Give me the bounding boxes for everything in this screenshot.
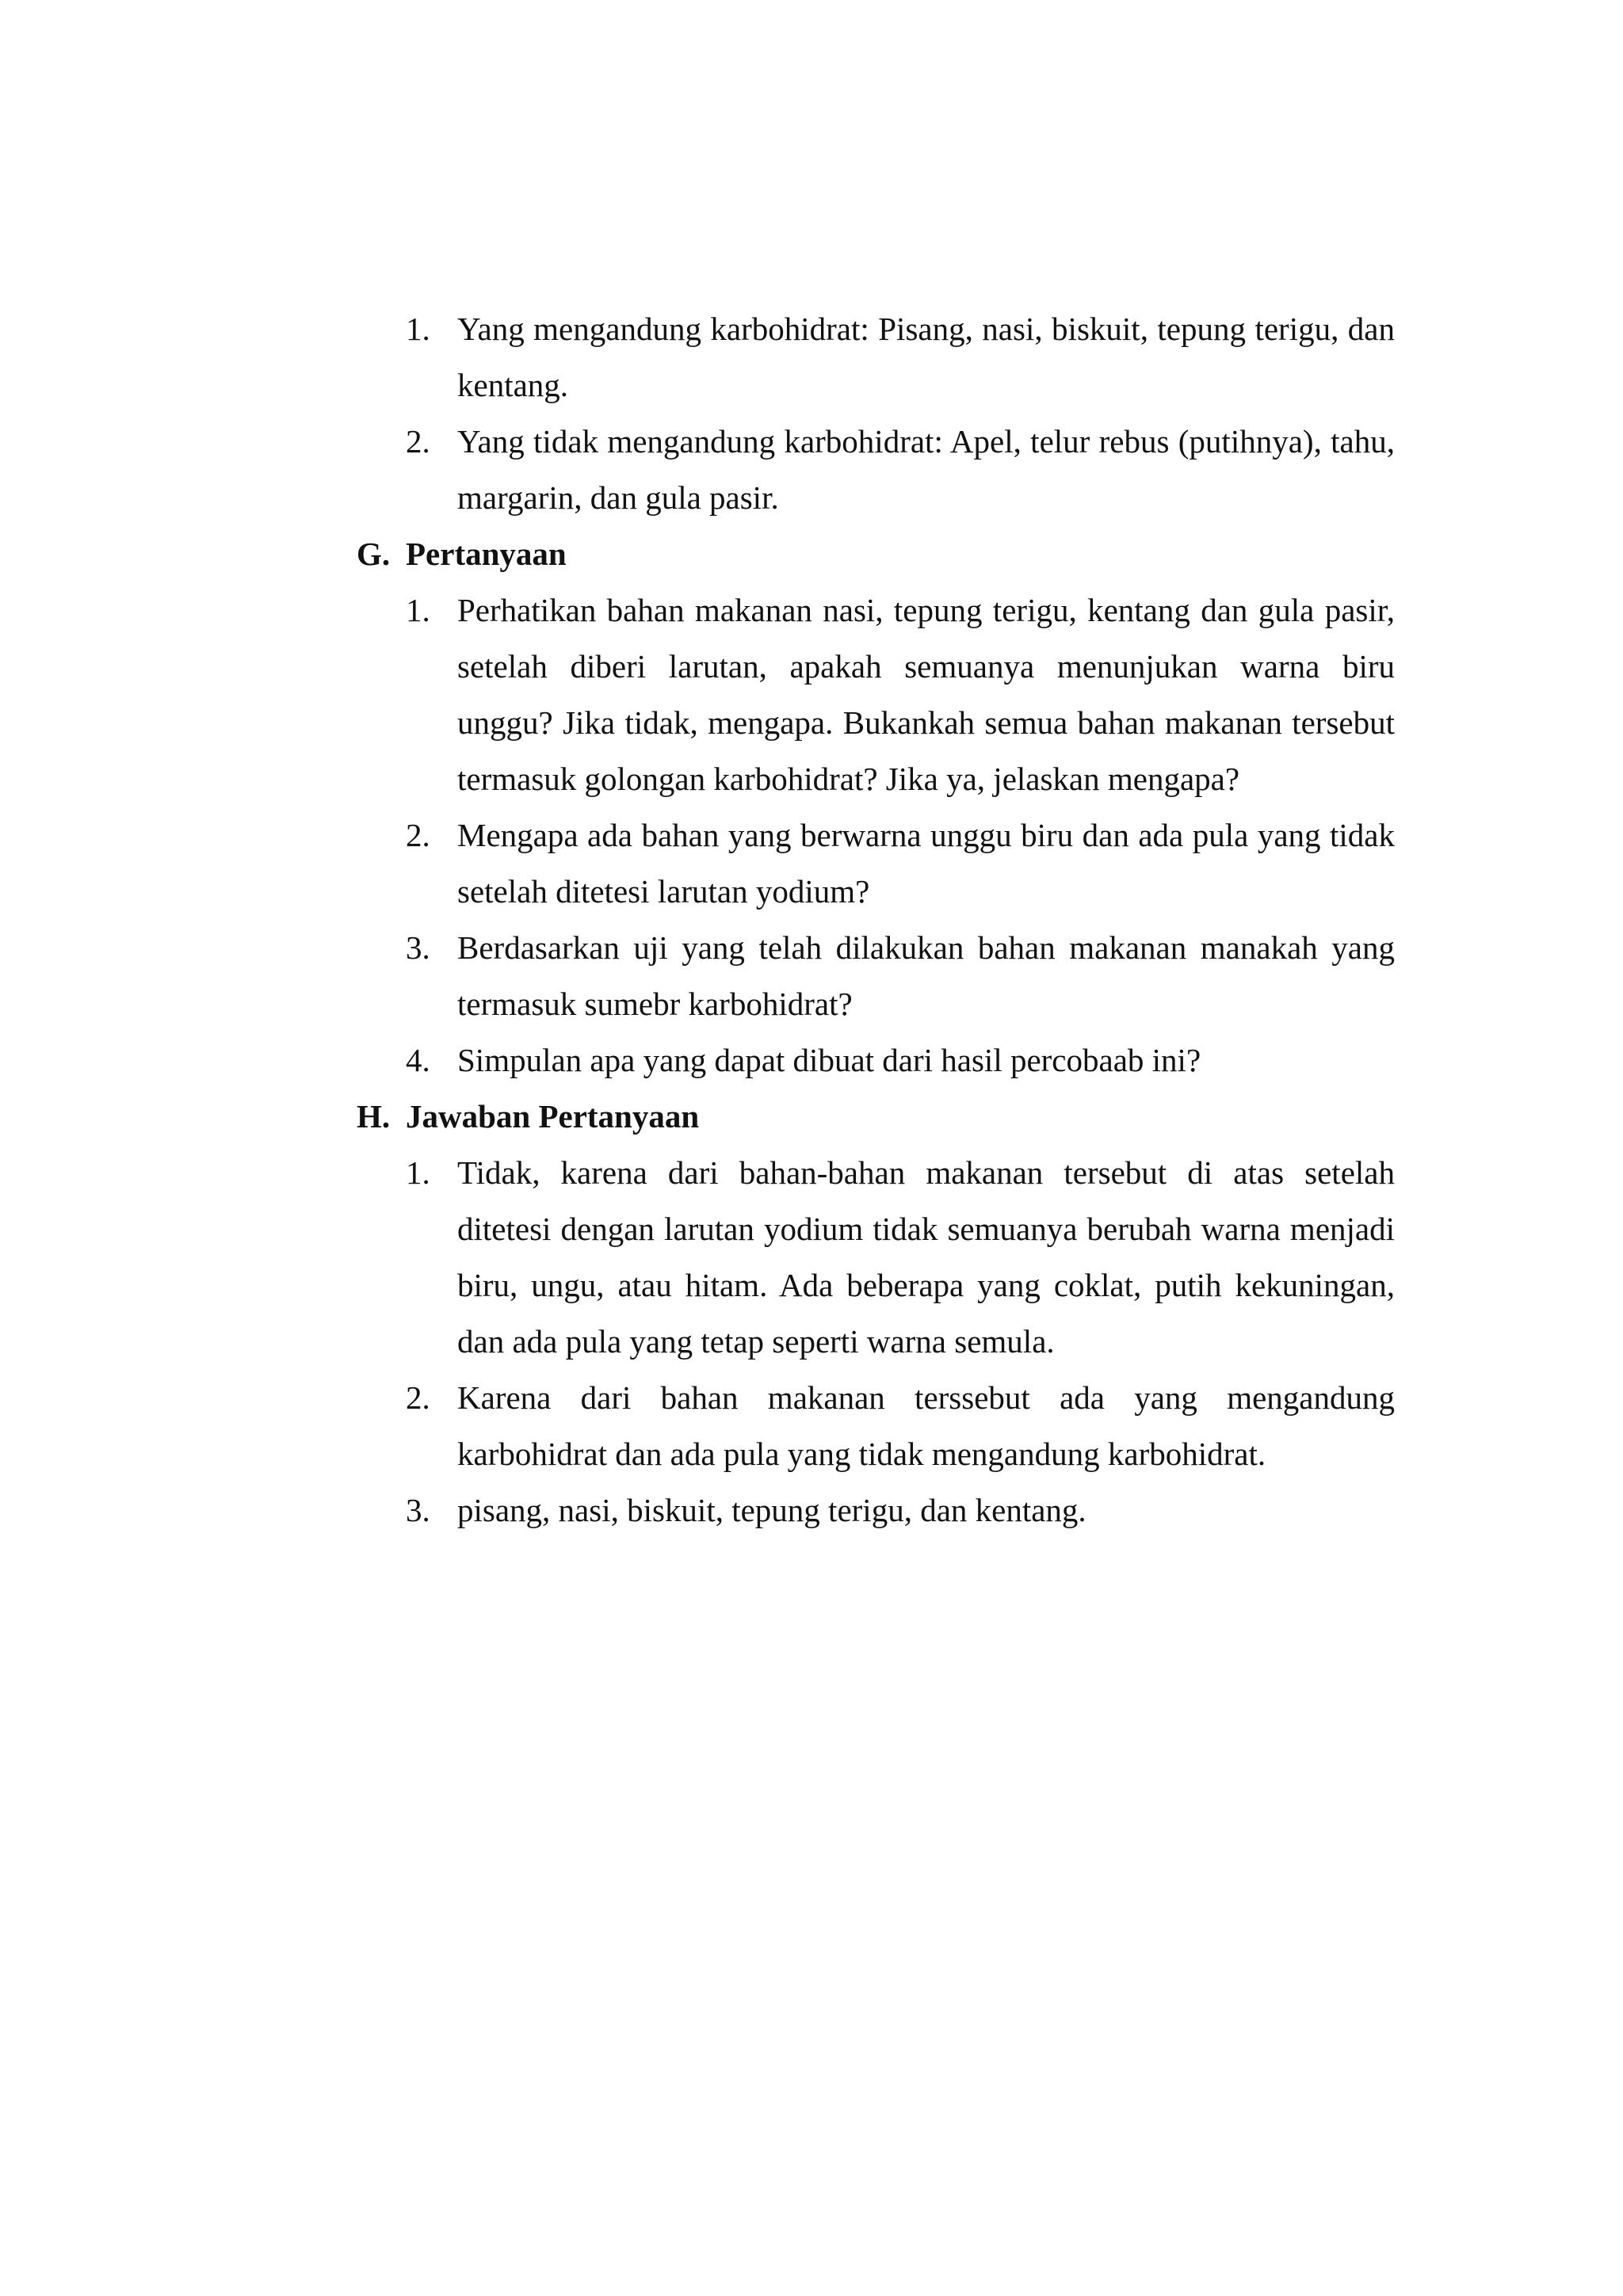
list-number: 1. xyxy=(406,311,430,347)
list-number: 1. xyxy=(406,592,430,628)
intro-list xyxy=(357,301,1395,526)
list-item xyxy=(357,301,1395,414)
list-number: 3. xyxy=(406,929,430,966)
list-text: Berdasarkan uji yang telah dilakukan bahan makanan manakah yang termasuk sumebr karbohidrat? xyxy=(457,929,1395,1022)
list-text: Yang mengandung karbohidrat: Pisang, nasi, biskuit, tepung terigu, dan kentang. xyxy=(457,311,1395,403)
list-text: Tidak, karena dari bahan-bahan makanan tersebut di atas setelah ditetesi dengan larutan yodium tidak semuanya berubah warna menjadi biru, ungu, atau hitam. Ada beberapa yang coklat, putih kekuningan, dan ada pula yang tetap seperti warna semula. xyxy=(457,1154,1395,1360)
list-number: 2. xyxy=(406,817,430,853)
list-item xyxy=(357,1370,1395,1482)
list-item xyxy=(357,414,1395,526)
answer-list xyxy=(357,1145,1395,1539)
section-letter: G. xyxy=(357,536,391,572)
page-content xyxy=(357,301,1395,1539)
list-text: Karena dari bahan makanan terssebut ada yang mengandung karbohidrat dan ada pula yang tidak mengandung karbohidrat. xyxy=(457,1379,1395,1472)
list-item xyxy=(357,920,1395,1032)
list-item xyxy=(357,1482,1395,1539)
section-title: Jawaban Pertanyaan xyxy=(406,1098,700,1135)
list-number: 1. xyxy=(406,1154,430,1191)
section-title: Pertanyaan xyxy=(406,536,567,572)
list-number: 4. xyxy=(406,1042,430,1078)
section-letter: H. xyxy=(357,1098,391,1135)
list-text: pisang, nasi, biskuit, tepung terigu, dan kentang. xyxy=(457,1492,1086,1528)
list-text: Perhatikan bahan makanan nasi, tepung terigu, kentang dan gula pasir, setelah diberi larutan, apakah semuanya menunjukan warna biru unggu? Jika tidak, mengapa. Bukankah semua bahan makanan tersebut termasuk golongan karbohidrat? Jika ya, jelaskan mengapa? xyxy=(457,592,1395,797)
list-text: Simpulan apa yang dapat dibuat dari hasil percobaab ini? xyxy=(457,1042,1201,1078)
list-item xyxy=(357,807,1395,920)
list-number: 3. xyxy=(406,1492,430,1528)
list-item xyxy=(357,582,1395,807)
question-list xyxy=(357,582,1395,1089)
section-heading-h xyxy=(357,1089,1395,1145)
section-heading-g xyxy=(357,526,1395,582)
list-number: 2. xyxy=(406,423,430,460)
list-text: Yang tidak mengandung karbohidrat: Apel, telur rebus (putihnya), tahu, margarin, dan gula pasir. xyxy=(457,423,1395,516)
list-item xyxy=(357,1145,1395,1370)
list-text: Mengapa ada bahan yang berwarna unggu biru dan ada pula yang tidak setelah ditetesi larutan yodium? xyxy=(457,817,1395,910)
list-number: 2. xyxy=(406,1379,430,1416)
list-item xyxy=(357,1032,1395,1089)
